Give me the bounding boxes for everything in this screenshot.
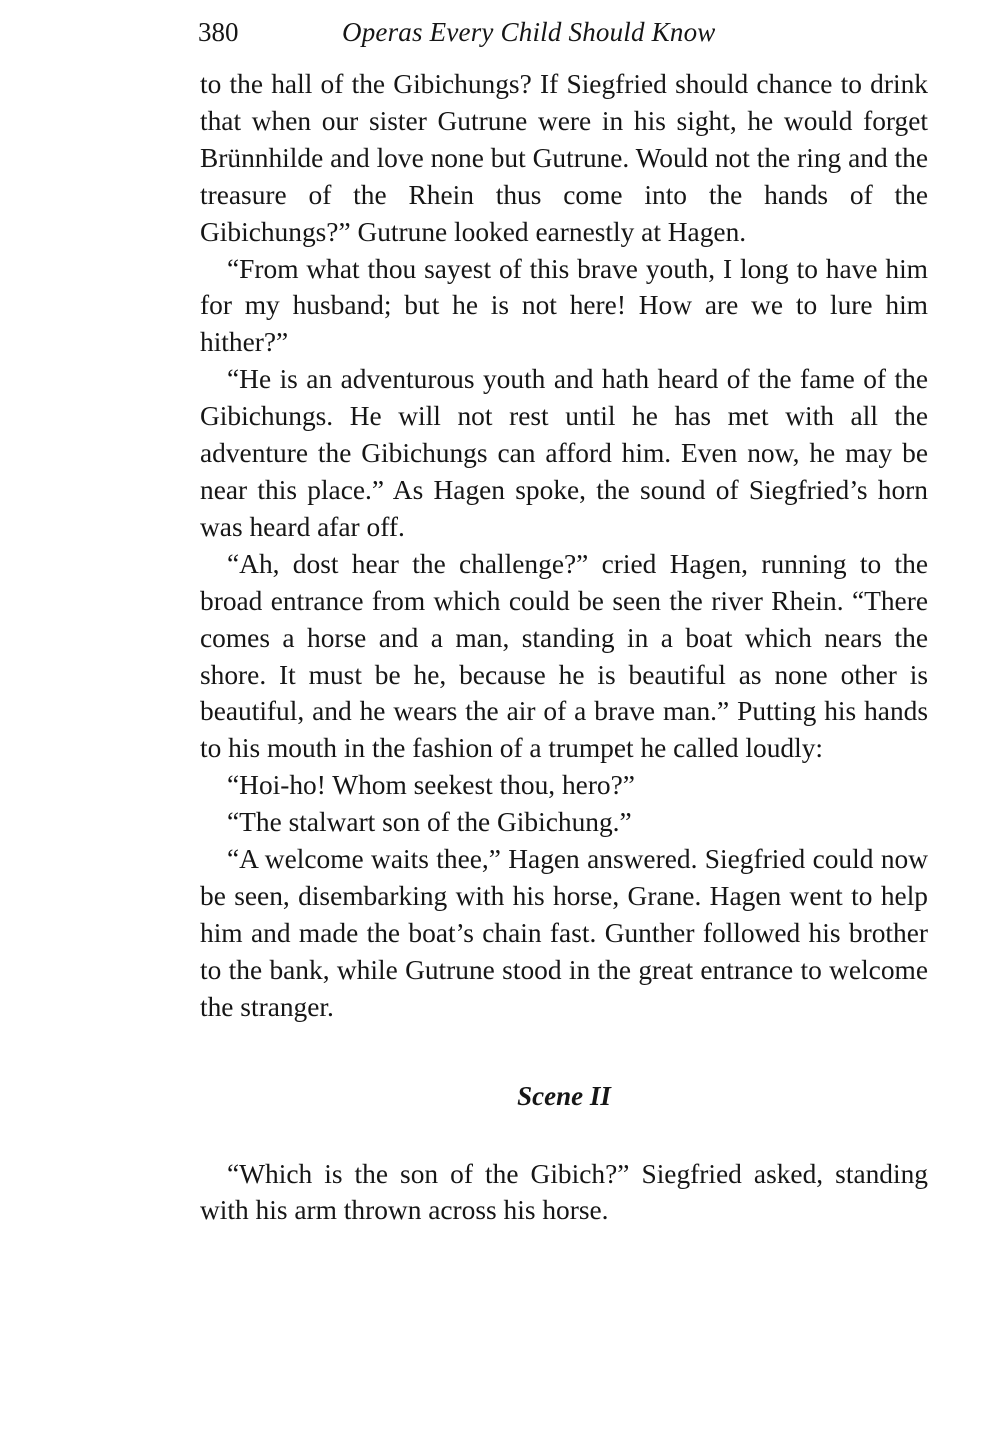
paragraph: “He is an adventurous youth and hath heard of the fame of the Gibichungs. He will not rest until he has met with all the adventure the Gibichungs can afford him. Even now, he may be near this place.” As Hagen spoke, the sound of Siegfried’s horn was heard afar off.	[200, 364, 928, 542]
paragraph: “Ah, dost hear the challenge?” cried Hagen, running to the broad entrance from which could be seen the river Rhein. “There comes a horse and a man, standing in a boat which nears the shore. It must be he, because he is beautiful as none other is beautiful, and he wears the air of a brave man.” Putting his hands to his mouth in the fashion of a trumpet he called loudly:	[200, 548, 928, 764]
running-head	[200, 12, 928, 58]
paragraph-continued: to the hall of the Gibichungs? If Siegfried should chance to drink that when our sister Gutrune were in his sight, he would forget Brünnhilde and love none but Gutrune. Would not the ring and the treasure of the Rhein thus come into the hands of the Gibichungs?” Gutrune looked earnestly at Hagen.	[200, 69, 928, 247]
paragraph: “Which is the son of the Gibich?” Siegfried asked, standing with his arm thrown across his horse.	[200, 1158, 928, 1226]
body-text	[200, 66, 928, 1229]
paragraph: “A welcome waits thee,” Hagen answered. Siegfried could now be seen, disembarking with his horse, Grane. Hagen went to help him and made the boat’s chain fast. Gunther followed his brother to the bank, while Gutrune stood in the great entrance to welcome the stranger.	[200, 844, 928, 1022]
paragraph: “The stalwart son of the Gibichung.”	[227, 807, 632, 838]
paragraph: “Hoi-ho! Whom seekest thou, hero?”	[227, 770, 635, 801]
page-number: 380	[198, 17, 239, 47]
scene-heading: Scene II	[517, 1080, 611, 1111]
scene-text	[200, 1156, 928, 1230]
paragraph: “From what thou sayest of this brave youth, I long to have him for my husband; but he is not here! How are we to lure him hither?”	[200, 253, 928, 358]
book-page	[200, 12, 928, 1229]
running-title: Operas Every Child Should Know	[342, 17, 716, 47]
